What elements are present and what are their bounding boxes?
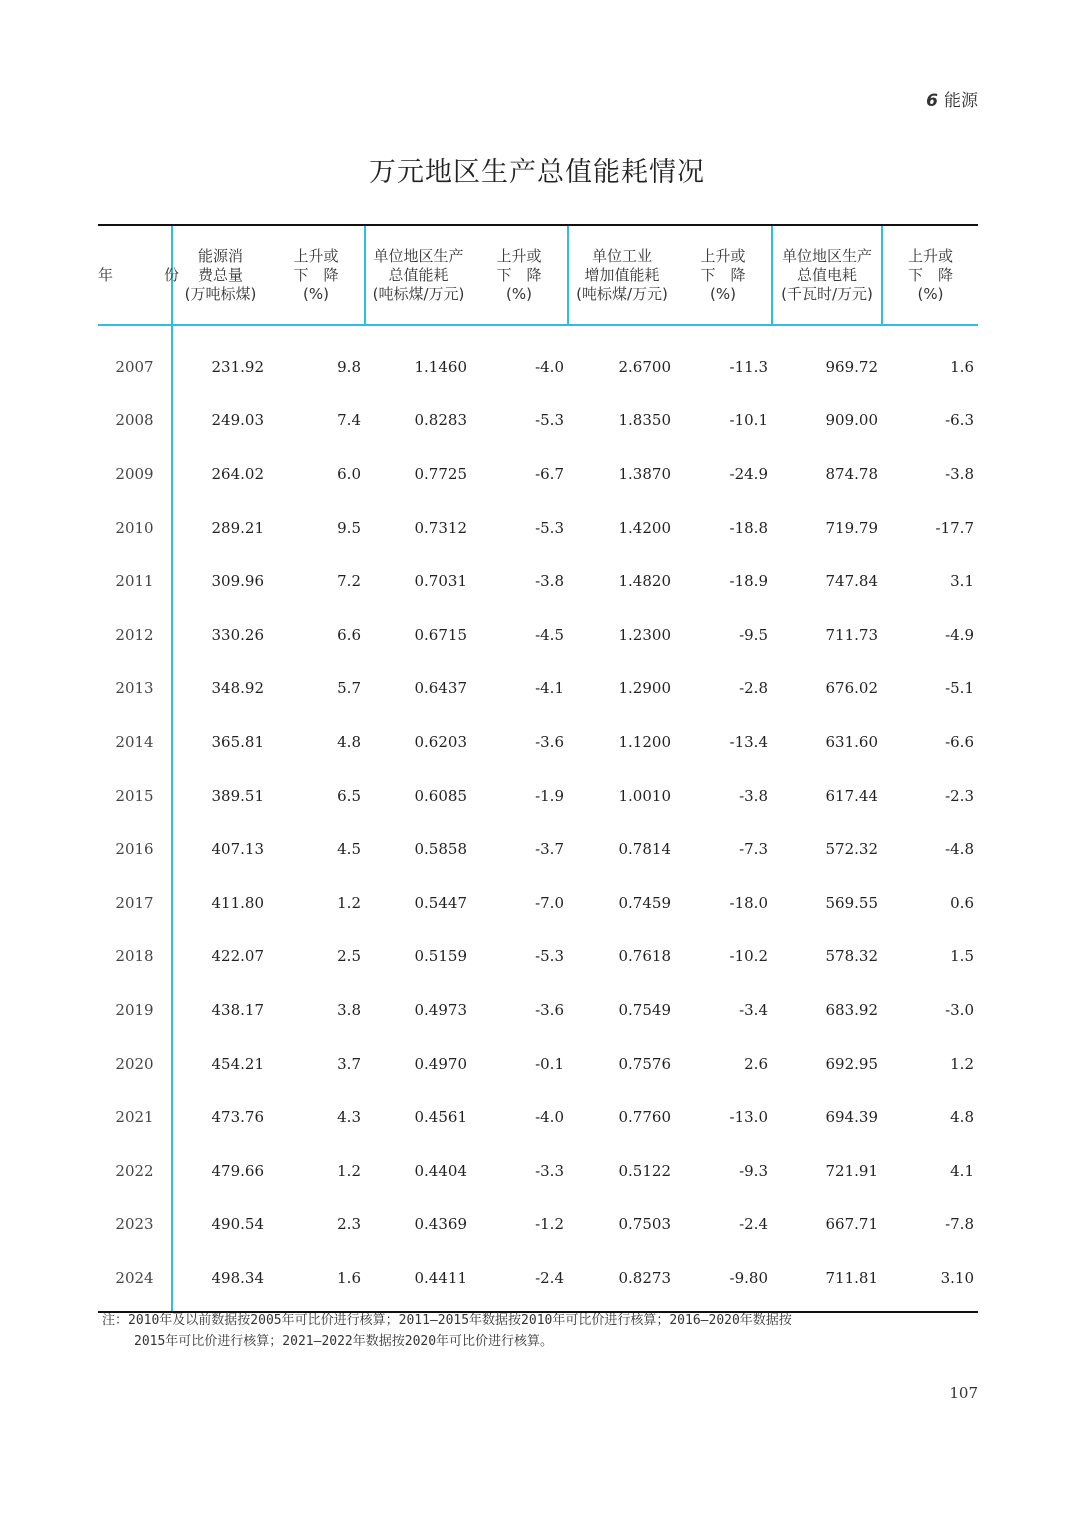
column-header-line: (千瓦时/万元) <box>781 284 873 303</box>
column-header-line: 增加值能耗 <box>584 265 660 284</box>
value-cell: 0.4369 <box>414 1215 467 1234</box>
column-header-line: 下 降 <box>293 265 339 284</box>
value-cell: -2.4 <box>471 1251 568 1312</box>
value-cell: -4.5 <box>535 625 564 644</box>
column-header-line: 上升或 <box>700 246 746 265</box>
year-cell: 2022 <box>115 1161 154 1180</box>
value-cell: -3.6 <box>535 732 564 751</box>
column-header-line: 下 降 <box>496 265 542 284</box>
value-cell: 1.6 <box>950 357 974 376</box>
table-row <box>98 1251 978 1312</box>
column-header-line: 下 降 <box>700 265 746 284</box>
year-cell: 2009 <box>115 464 154 483</box>
column-header-line: (%) <box>506 284 532 303</box>
value-cell: -4.8 <box>945 840 974 859</box>
year-cell: 2011 <box>115 572 154 591</box>
value-cell: 1.8350 <box>618 411 671 430</box>
value-cell: 0.8283 <box>414 411 467 430</box>
value-cell: 4.5 <box>337 840 361 859</box>
column-header-line: 单位地区生产 <box>373 246 464 265</box>
column-header-line: (%) <box>917 284 944 303</box>
table-row <box>98 715 978 769</box>
value-cell: 6.0 <box>337 464 361 483</box>
value-cell: 676.02 <box>825 679 878 698</box>
value-cell: 1.4200 <box>618 518 671 537</box>
value-cell: 4.8 <box>337 732 361 751</box>
value-cell: 479.66 <box>172 1144 268 1198</box>
value-cell: 0.7031 <box>414 572 467 591</box>
value-cell: 719.79 <box>825 518 878 537</box>
value-cell: 7.2 <box>337 572 361 591</box>
column-header-line: 上升或 <box>293 246 339 265</box>
column-header-line: 总值电耗 <box>796 265 857 284</box>
value-cell: 0.7549 <box>618 1000 671 1019</box>
value-cell: -9.80 <box>675 1251 772 1312</box>
column-header-line: 年 份 <box>98 265 198 284</box>
value-cell: -7.8 <box>945 1215 974 1234</box>
value-cell: 0.7725 <box>414 464 467 483</box>
value-cell: 0.6715 <box>414 625 467 644</box>
value-cell: 578.32 <box>825 947 878 966</box>
table-row <box>98 930 978 984</box>
value-cell: 0.5858 <box>414 840 467 859</box>
value-cell: -3.3 <box>535 1161 564 1180</box>
value-cell: 721.91 <box>825 1161 878 1180</box>
value-cell: 289.21 <box>172 501 268 555</box>
year-cell: 2020 <box>115 1054 154 1073</box>
value-cell: -7.0 <box>535 893 564 912</box>
value-cell: 969.72 <box>825 357 878 376</box>
table-row <box>98 1037 978 1091</box>
value-cell: 9.5 <box>337 518 361 537</box>
value-cell: -0.1 <box>535 1054 564 1073</box>
value-cell: 3.7 <box>337 1054 361 1073</box>
value-cell: 0.5447 <box>414 893 467 912</box>
value-cell: -24.9 <box>729 464 768 483</box>
value-cell: -18.0 <box>729 893 768 912</box>
year-cell: 2013 <box>115 679 154 698</box>
value-cell: 0.8273 <box>568 1251 675 1312</box>
year-cell: 2021 <box>115 1108 154 1127</box>
value-cell: 1.4820 <box>618 572 671 591</box>
value-cell: 0.7312 <box>414 518 467 537</box>
value-cell: 6.6 <box>337 625 361 644</box>
value-cell: -4.0 <box>535 357 564 376</box>
chapter-header <box>926 86 978 111</box>
column-header-3 <box>365 225 471 325</box>
year-cell: 2017 <box>115 893 154 912</box>
value-cell: 348.92 <box>172 662 268 716</box>
value-cell: 667.71 <box>825 1215 878 1234</box>
value-cell: -3.7 <box>535 840 564 859</box>
year-cell: 2016 <box>115 840 154 859</box>
column-header-line: 下 降 <box>907 265 953 284</box>
value-cell: 5.7 <box>337 679 361 698</box>
value-cell: 874.78 <box>825 464 878 483</box>
page-title: 万元地区生产总值能耗情况 <box>369 157 705 188</box>
value-cell: 1.1200 <box>618 732 671 751</box>
value-cell: 365.81 <box>172 715 268 769</box>
column-header-2 <box>268 225 365 325</box>
value-cell: -2.8 <box>739 679 768 698</box>
column-header-line: (%) <box>710 284 736 303</box>
value-cell: -3.0 <box>945 1000 974 1019</box>
column-header-line: 总值能耗 <box>388 265 449 284</box>
value-cell: 1.6 <box>268 1251 365 1312</box>
value-cell: -1.2 <box>535 1215 564 1234</box>
value-cell: 2.6 <box>744 1054 768 1073</box>
value-cell: 9.8 <box>337 357 361 376</box>
value-cell: 249.03 <box>172 394 268 448</box>
value-cell: -18.8 <box>729 518 768 537</box>
value-cell: 411.80 <box>172 876 268 930</box>
value-cell: -3.8 <box>535 572 564 591</box>
value-cell: -2.4 <box>739 1215 768 1234</box>
value-cell: 2.3 <box>337 1215 361 1234</box>
value-cell: -2.3 <box>945 786 974 805</box>
value-cell: -3.8 <box>945 464 974 483</box>
value-cell: -7.3 <box>739 840 768 859</box>
table-header-row <box>98 225 978 325</box>
value-cell: 231.92 <box>172 325 268 394</box>
value-cell: 2.6700 <box>618 357 671 376</box>
value-cell: 1.1460 <box>414 357 467 376</box>
value-cell: -5.1 <box>945 679 974 698</box>
value-cell: 473.76 <box>172 1090 268 1144</box>
column-header-line: (%) <box>303 284 329 303</box>
year-cell: 2010 <box>115 518 154 537</box>
value-cell: 309.96 <box>172 554 268 608</box>
value-cell: 0.7814 <box>618 840 671 859</box>
table-row <box>98 1144 978 1198</box>
value-cell: 711.81 <box>772 1251 882 1312</box>
value-cell: 0.6 <box>950 893 974 912</box>
value-cell: 490.54 <box>172 1198 268 1252</box>
value-cell: -5.3 <box>535 411 564 430</box>
value-cell: 683.92 <box>825 1000 878 1019</box>
value-cell: -9.3 <box>739 1161 768 1180</box>
value-cell: 6.5 <box>337 786 361 805</box>
column-header-line: (万吨标煤) <box>184 284 257 303</box>
value-cell: -3.8 <box>739 786 768 805</box>
table-row <box>98 769 978 823</box>
value-cell: -11.3 <box>729 357 768 376</box>
column-header-0 <box>98 225 198 325</box>
value-cell: 0.4970 <box>414 1054 467 1073</box>
value-cell: -4.9 <box>945 625 974 644</box>
value-cell: 694.39 <box>825 1108 878 1127</box>
energy-consumption-table <box>98 224 978 1313</box>
value-cell: 909.00 <box>825 411 878 430</box>
page-number: 107 <box>949 1384 978 1402</box>
value-cell: 7.4 <box>337 411 361 430</box>
column-header-line: 能源消 <box>197 246 243 265</box>
value-cell: -1.9 <box>535 786 564 805</box>
column-header-line: 上升或 <box>907 246 953 265</box>
table-row <box>98 822 978 876</box>
year-cell: 2008 <box>115 411 154 430</box>
table-row <box>98 662 978 716</box>
value-cell: -18.9 <box>729 572 768 591</box>
value-cell: 407.13 <box>172 822 268 876</box>
value-cell: 0.5122 <box>618 1161 671 1180</box>
column-header-4 <box>471 225 568 325</box>
table-row <box>98 554 978 608</box>
column-header-line: 费总量 <box>197 265 243 284</box>
chapter-name: 能源 <box>944 91 978 111</box>
table-row <box>98 1198 978 1252</box>
chapter-number: 6 <box>926 91 938 111</box>
table-row <box>98 983 978 1037</box>
value-cell: 0.6203 <box>414 732 467 751</box>
value-cell: 0.4411 <box>365 1251 471 1312</box>
value-cell: 0.7618 <box>618 947 671 966</box>
year-cell: 2015 <box>115 786 154 805</box>
value-cell: 4.1 <box>950 1161 974 1180</box>
table-row <box>98 394 978 448</box>
value-cell: 264.02 <box>172 447 268 501</box>
value-cell: 4.3 <box>337 1108 361 1127</box>
value-cell: 1.2300 <box>618 625 671 644</box>
column-header-8 <box>882 225 978 325</box>
value-cell: -13.4 <box>729 732 768 751</box>
value-cell: -4.1 <box>535 679 564 698</box>
year-cell: 2024 <box>98 1251 172 1312</box>
value-cell: 422.07 <box>172 930 268 984</box>
value-cell: 747.84 <box>825 572 878 591</box>
value-cell: -4.0 <box>535 1108 564 1127</box>
value-cell: 0.5159 <box>414 947 467 966</box>
value-cell: 1.0010 <box>618 786 671 805</box>
data-table-wrapper <box>98 224 978 1313</box>
value-cell: 617.44 <box>825 786 878 805</box>
value-cell: 711.73 <box>825 625 878 644</box>
value-cell: 1.2 <box>950 1054 974 1073</box>
value-cell: 692.95 <box>825 1054 878 1073</box>
value-cell: 572.32 <box>825 840 878 859</box>
column-header-line: (吨标煤/万元) <box>372 284 465 303</box>
value-cell: 0.7576 <box>618 1054 671 1073</box>
column-header-line: 上升或 <box>496 246 542 265</box>
column-header-5 <box>568 225 675 325</box>
footnote <box>102 1310 952 1352</box>
value-cell: 498.34 <box>172 1251 268 1312</box>
value-cell: -6.7 <box>535 464 564 483</box>
value-cell: -6.3 <box>945 411 974 430</box>
value-cell: 389.51 <box>172 769 268 823</box>
value-cell: -3.4 <box>739 1000 768 1019</box>
year-cell: 2012 <box>115 625 154 644</box>
value-cell: 3.8 <box>337 1000 361 1019</box>
table-row <box>98 608 978 662</box>
value-cell: 0.6085 <box>414 786 467 805</box>
year-cell: 2023 <box>115 1215 154 1234</box>
column-header-6 <box>675 225 772 325</box>
value-cell: 330.26 <box>172 608 268 662</box>
footnote-line-1: 注：2010年及以前数据按2005年可比价进行核算；2011—2015年数据按2010年可比价进行核算；2016—2020年数据按 <box>102 1313 792 1328</box>
value-cell: 1.2 <box>337 893 361 912</box>
value-cell: -10.2 <box>729 947 768 966</box>
value-cell: -9.5 <box>739 625 768 644</box>
value-cell: 3.10 <box>882 1251 978 1312</box>
value-cell: 0.7760 <box>618 1108 671 1127</box>
column-header-line: 单位地区生产 <box>781 246 872 265</box>
value-cell: 0.6437 <box>414 679 467 698</box>
value-cell: -3.6 <box>535 1000 564 1019</box>
value-cell: -10.1 <box>729 411 768 430</box>
year-cell: 2014 <box>115 732 154 751</box>
value-cell: 0.4973 <box>414 1000 467 1019</box>
value-cell: 1.5 <box>950 947 974 966</box>
year-cell: 2018 <box>115 947 154 966</box>
value-cell: 2.5 <box>337 947 361 966</box>
value-cell: 1.3870 <box>618 464 671 483</box>
table-body <box>98 325 978 1312</box>
table-row <box>98 1090 978 1144</box>
value-cell: 438.17 <box>172 983 268 1037</box>
value-cell: 569.55 <box>825 893 878 912</box>
value-cell: 631.60 <box>825 732 878 751</box>
value-cell: 1.2900 <box>618 679 671 698</box>
value-cell: -5.3 <box>535 947 564 966</box>
value-cell: 3.1 <box>950 572 974 591</box>
value-cell: 1.2 <box>337 1161 361 1180</box>
value-cell: 0.7503 <box>618 1215 671 1234</box>
value-cell: 0.4561 <box>414 1108 467 1127</box>
value-cell: 0.7459 <box>618 893 671 912</box>
value-cell: 454.21 <box>172 1037 268 1091</box>
year-cell: 2007 <box>115 357 154 376</box>
table-row <box>98 325 978 394</box>
value-cell: -5.3 <box>535 518 564 537</box>
value-cell: -6.6 <box>945 732 974 751</box>
table-row <box>98 501 978 555</box>
value-cell: -17.7 <box>935 518 974 537</box>
column-header-line: (吨标煤/万元) <box>576 284 668 303</box>
table-row <box>98 447 978 501</box>
column-header-7 <box>772 225 882 325</box>
value-cell: -13.0 <box>729 1108 768 1127</box>
table-row <box>98 876 978 930</box>
column-header-line: 单位工业 <box>591 246 652 265</box>
footnote-line-2: 2015年可比价进行核算；2021—2022年数据按2020年可比价进行核算。 <box>134 1334 554 1349</box>
value-cell: 0.4404 <box>414 1161 467 1180</box>
year-cell: 2019 <box>115 1000 154 1019</box>
value-cell: 4.8 <box>950 1108 974 1127</box>
